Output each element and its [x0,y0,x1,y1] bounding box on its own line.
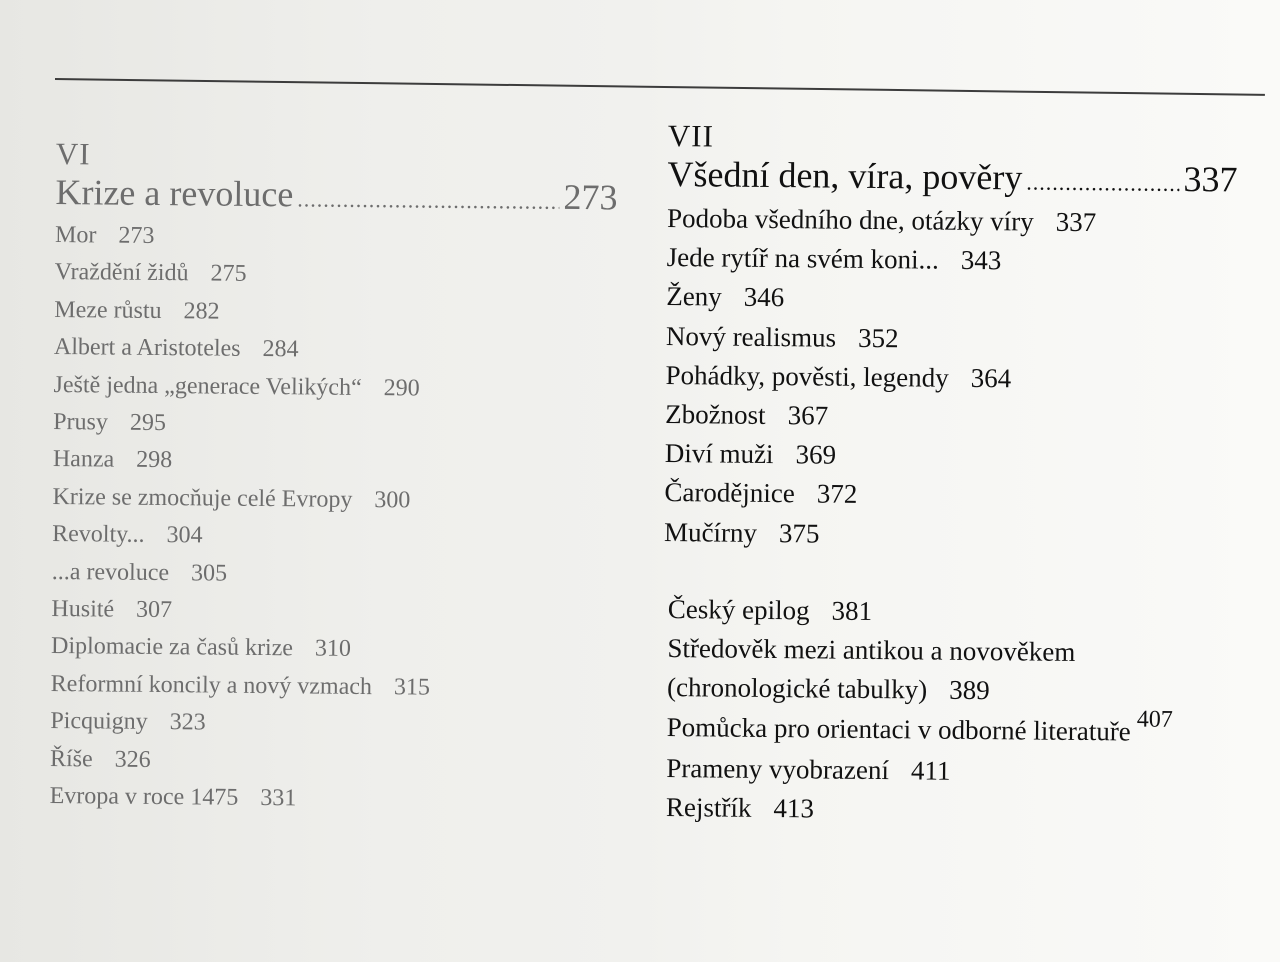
toc-entry [666,277,1266,322]
leader-dots [297,179,560,222]
toc-entry [667,668,1277,713]
entry-title: Ženy [666,281,722,312]
entry-page: 411 [910,755,951,786]
entry-title: Prameny vyobrazení [666,752,890,785]
toc-entry [52,479,632,522]
toc-entry [666,788,1276,833]
entry-page: 352 [857,322,899,353]
part-title: Krize a revoluce [55,171,294,215]
entry-page: 389 [949,675,990,706]
entry-title: Mor [54,221,97,249]
toc-entry [55,217,635,260]
entry-title: Albert a Aristoteles [53,334,241,362]
entry-page: 331 [260,785,297,812]
toc-entry [52,516,632,559]
entry-title: Český epilog [667,593,810,626]
entry-title: Diví muži [664,438,774,470]
entry-title: Říše [49,745,93,773]
toc-entry-list [49,217,635,821]
toc-entry [51,628,631,671]
entry-title: Rejstřík [665,792,752,823]
toc-entry [54,292,634,335]
entry-page: 326 [114,746,151,773]
toc-entry [53,367,633,410]
entry-page: 346 [743,282,785,313]
toc-entry [50,703,630,746]
part-heading [55,172,617,222]
entry-title: Meze růstu [54,296,162,324]
entry-title: Hanza [52,446,115,474]
toc-column-left [49,136,635,821]
entry-page: 273 [118,222,155,249]
entry-page: 307 [136,596,173,624]
part-page: 337 [1183,158,1238,200]
entry-title: Pohádky, pověsti, legendy [665,359,949,393]
toc-entry-list [664,199,1267,558]
toc-entry [55,254,635,297]
toc-back-matter [666,590,1278,833]
toc-entry [51,591,631,634]
entry-title: Prusy [53,409,109,436]
part-number: VII [667,118,715,154]
entry-page: 364 [970,362,1012,394]
entry-page: 305 [190,559,228,587]
entry-title: Diplomacie za časů krize [50,633,294,662]
toc-entry [667,629,1277,674]
entry-page: 304 [166,522,203,549]
toc-entry [667,199,1267,244]
entry-title: Středověk mezi antikou a novověkem [667,633,1076,668]
entry-page: 295 [129,409,167,437]
toc-entry [665,356,1265,401]
entry-title: Mučírny [663,516,758,548]
part-title: Všední den, víra, pověry [667,153,1023,198]
toc-entry [668,590,1278,635]
entry-title: Revolty... [52,521,145,549]
entry-title: Krize se zmocňuje celé Evropy [52,483,353,513]
entry-title: Pomůcka pro orientaci v odborné literatuře [666,711,1131,747]
entry-title: Jede rytíř na svém koni... [666,242,939,275]
toc-entry [666,708,1276,755]
entry-title: ...a revoluce [51,558,170,586]
toc-entry [49,778,629,821]
entry-title: Zbožnost [665,399,766,430]
entry-title: Reformní koncily a nový vzmach [50,670,373,700]
entry-page: 369 [795,439,837,470]
toc-entry [50,741,630,784]
entry-page: 282 [183,298,220,325]
toc-entry [666,238,1266,283]
entry-page: 372 [816,478,858,510]
toc-entry [51,666,631,709]
entry-page: 381 [831,595,873,626]
entry-page: 315 [393,674,431,701]
entry-page: 298 [136,447,173,474]
entry-page: 337 [1055,206,1097,238]
toc-column-right [664,118,1268,558]
entry-title: Husité [51,596,115,623]
entry-page: 367 [787,400,829,431]
entry-page: 413 [773,793,815,824]
entry-title: (chronologické tabulky) [666,672,928,705]
entry-page: 310 [314,635,352,663]
entry-page: 343 [960,245,1002,276]
toc-entry [53,404,633,447]
entry-title: Evropa v roce 1475 [49,783,239,811]
toc-entry [52,554,632,597]
toc-entry [665,395,1265,440]
entry-page: 284 [262,336,299,363]
toc-entry [666,317,1266,362]
toc-entry [53,441,633,484]
entry-page: 300 [374,486,411,514]
entry-page: 407 [1136,706,1173,733]
part-heading [667,154,1237,204]
toc-entry [665,434,1265,479]
entry-title: Ještě jedna „generace Velikých“ [53,371,362,401]
part-number: VI [55,136,91,172]
entry-title: Picquigny [50,708,148,736]
entry-page: 290 [383,374,420,402]
entry-title: Podoba všedního dne, otázky víry [666,202,1034,237]
entry-page: 275 [210,260,247,288]
toc-entry [54,329,634,372]
toc-entry [664,513,1264,558]
toc-entry [664,473,1264,518]
header-rule [55,78,1265,96]
leader-dots [1026,162,1179,203]
toc-entry [666,749,1276,794]
entry-page: 375 [778,517,820,549]
entry-page: 323 [169,709,206,736]
entry-title: Nový realismus [665,320,837,353]
entry-title: Čarodějnice [664,477,795,509]
part-page: 273 [563,176,618,218]
entry-title: Vraždění židů [54,259,189,287]
